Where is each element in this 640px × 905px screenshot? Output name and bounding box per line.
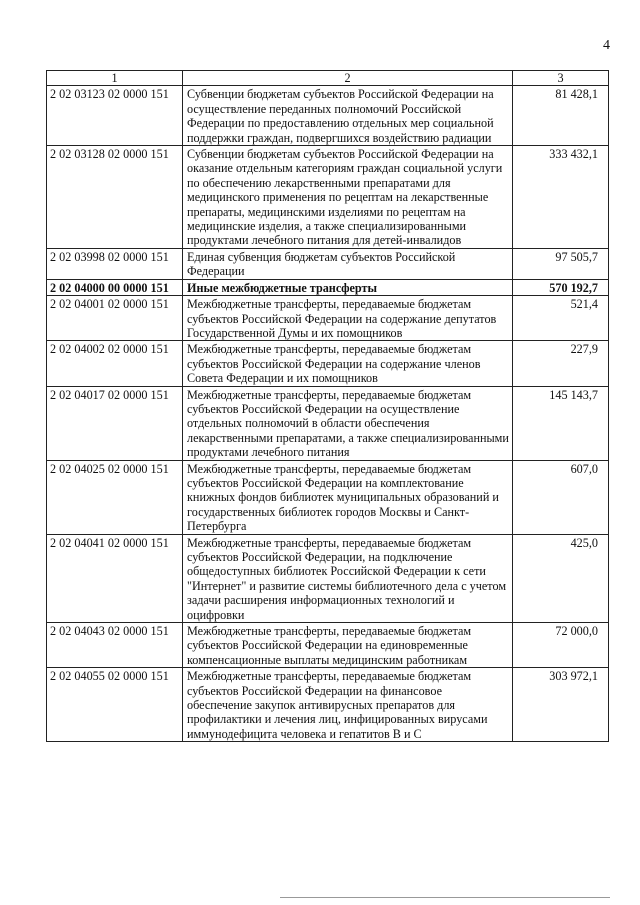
budget-code: 2 02 04002 02 0000 151 <box>47 341 183 386</box>
page-number: 4 <box>603 38 610 53</box>
budget-code: 2 02 03123 02 0000 151 <box>47 86 183 146</box>
amount: 333 432,1 <box>513 146 609 249</box>
description: Межбюджетные трансферты, передаваемые бюджетам субъектов Российской Федерации на содержание депутатов Государственной Думы и их помощников <box>183 296 513 341</box>
table-row <box>47 279 609 295</box>
amount: 227,9 <box>513 341 609 386</box>
table-row <box>47 460 609 534</box>
table-row <box>47 341 609 386</box>
amount: 97 505,7 <box>513 248 609 279</box>
description: Межбюджетные трансферты, передаваемые бюджетам субъектов Российской Федерации на единовременные компенсационные выплаты медицинским работникам <box>183 623 513 668</box>
table-row <box>47 296 609 341</box>
description: Субвенции бюджетам субъектов Российской Федерации на осуществление переданных полномочий Российской Федерации по предоставлению отдельных мер социальной поддержки граждан, подвергшихся воздействию радиации <box>183 86 513 146</box>
table-body <box>47 86 609 742</box>
table-row <box>47 534 609 622</box>
description: Субвенции бюджетам субъектов Российской Федерации на оказание отдельным категориям граждан социальной услуги по обеспечению лекарственными препаратами для медицинского применения по рецептам на лекарственные препараты, медицинскими изделиями по рецептам на медицинские изделия, а также специализированными продуктами лечебного питания для детей-инвалидов <box>183 146 513 249</box>
budget-code: 2 02 04017 02 0000 151 <box>47 386 183 460</box>
description: Межбюджетные трансферты, передаваемые бюджетам субъектов Российской Федерации на комплектование книжных фондов библиотек муниципальных образований и государственных библиотек городов Москвы и Санкт-Петербурга <box>183 460 513 534</box>
description: Межбюджетные трансферты, передаваемые бюджетам субъектов Российской Федерации на осуществление отдельных полномочий в области обеспечения лекарственными препаратами, а также специализированными продуктами лечебного питания <box>183 386 513 460</box>
table-row <box>47 248 609 279</box>
description: Межбюджетные трансферты, передаваемые бюджетам субъектов Российской Федерации на содержание членов Совета Федерации и их помощников <box>183 341 513 386</box>
description: Иные межбюджетные трансферты <box>183 279 513 295</box>
amount: 303 972,1 <box>513 668 609 742</box>
amount: 72 000,0 <box>513 623 609 668</box>
table-row <box>47 386 609 460</box>
amount: 425,0 <box>513 534 609 622</box>
description: Межбюджетные трансферты, передаваемые бюджетам субъектов Российской Федерации на финансовое обеспечение закупок антивирусных препаратов для профилактики и лечения лиц, инфицированных вирусами иммунодефицита человека и гепатитов В и С <box>183 668 513 742</box>
budget-code: 2 02 04055 02 0000 151 <box>47 668 183 742</box>
table-row <box>47 146 609 249</box>
table-row <box>47 86 609 146</box>
budget-table <box>46 70 609 742</box>
budget-code: 2 02 03998 02 0000 151 <box>47 248 183 279</box>
budget-code: 2 02 04000 00 0000 151 <box>47 279 183 295</box>
budget-code: 2 02 04041 02 0000 151 <box>47 534 183 622</box>
budget-code: 2 02 03128 02 0000 151 <box>47 146 183 249</box>
table-row <box>47 668 609 742</box>
table-row <box>47 623 609 668</box>
footer-rule <box>280 897 610 898</box>
description: Межбюджетные трансферты, передаваемые бюджетам субъектов Российской Федерации, на подключение общедоступных библиотек Российской Федерации к сети "Интернет" и развитие системы библиотечного дела с учетом задачи расширения информационных технологий и оцифровки <box>183 534 513 622</box>
budget-code: 2 02 04001 02 0000 151 <box>47 296 183 341</box>
description: Единая субвенция бюджетам субъектов Российской Федерации <box>183 248 513 279</box>
amount: 570 192,7 <box>513 279 609 295</box>
budget-code: 2 02 04025 02 0000 151 <box>47 460 183 534</box>
column-header-2: 2 <box>183 71 513 86</box>
column-header-1: 1 <box>47 71 183 86</box>
amount: 145 143,7 <box>513 386 609 460</box>
column-header-3: 3 <box>513 71 609 86</box>
amount: 81 428,1 <box>513 86 609 146</box>
amount: 521,4 <box>513 296 609 341</box>
table-header-row <box>47 71 609 86</box>
budget-code: 2 02 04043 02 0000 151 <box>47 623 183 668</box>
amount: 607,0 <box>513 460 609 534</box>
